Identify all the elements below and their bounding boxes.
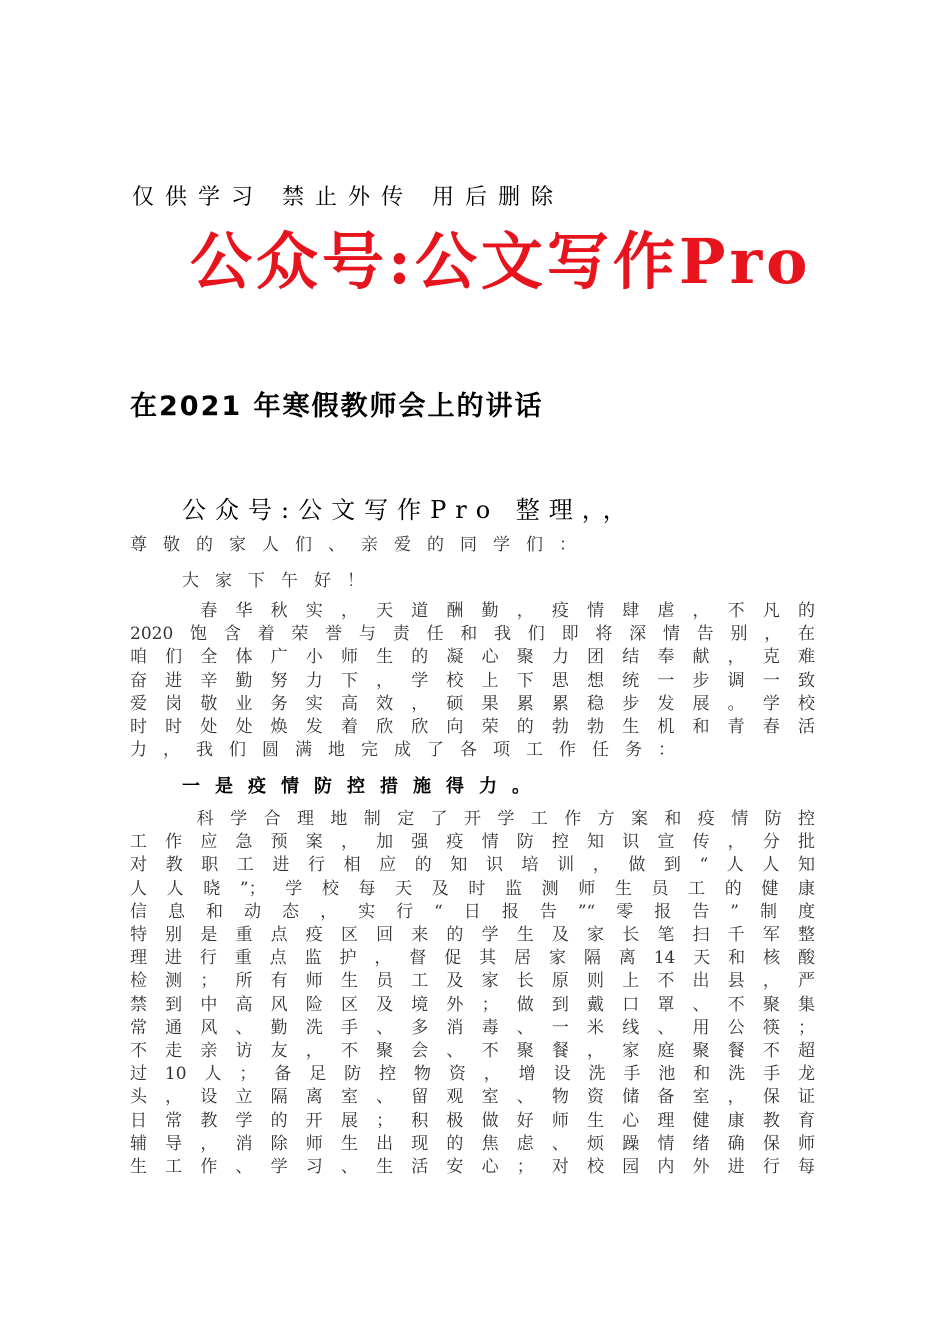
text-line: 过10人；备足防控物资，增设洗手池和洗手龙 — [130, 1064, 815, 1085]
text-line: 2020饱含着荣誉与责任和我们即将深情告别，在 — [130, 624, 815, 645]
text-line: 常通风、勤洗手、多消毒、一米线、用公筷； — [130, 1017, 815, 1038]
document-title: 在2021 年寒假教师会上的讲话 — [130, 391, 544, 422]
usage-notice — [132, 180, 582, 211]
text-line: 信息和动态，实行“日报告”“零报告”制度 — [130, 901, 815, 922]
paragraph-achievements — [130, 600, 815, 762]
text-line: 时时处处焕发着欣欣向荣的勃勃生机和青春活 — [130, 717, 815, 738]
text-line: 科学合理地制定了开学工作方案和疫情防控 — [130, 809, 815, 829]
text-line: 力，我们圆满地完成了各项工作任务： — [130, 740, 691, 761]
text-line: 辅导，消除师生出现的焦虑、烦躁情绪确保师 — [130, 1133, 815, 1154]
text-line: 头，设立隔离室、留观室、物资储备室，保证 — [130, 1087, 815, 1108]
brand-banner: 公众号:公文写作Pro — [190, 225, 812, 298]
text-line: 理进行重点监护，督促其居家隔离14天和核酸 — [130, 948, 815, 969]
text-line: 不走亲访友，不聚会、不聚餐，家庭聚餐不超 — [130, 1041, 815, 1062]
text-line: 检测；所有师生员工及家长原则上不出县，严 — [130, 971, 815, 992]
text-line: 人人晓”；学校每天及时监测师生员工的健康 — [130, 878, 815, 899]
text-line: 爱岗敬业务实高效，硕果累累稳步发展。学校 — [130, 693, 815, 714]
text-line: 咱们全体广小师生的凝心聚力团结奉献，克难 — [130, 647, 815, 668]
paragraph-epidemic-control — [130, 808, 815, 1179]
notice-study-only: 仅供学习 — [132, 185, 265, 210]
section-heading-epidemic: 一是疫情防控措施得力。 — [182, 776, 545, 797]
notice-no-distribution: 禁止外传 — [282, 185, 415, 210]
text-line: 生工作、学习、生活安心；对校园内外进行每 — [130, 1157, 815, 1178]
text-line: 春华秋实，天道酬勤，疫情肆虐，不凡的 — [130, 601, 815, 621]
salutation-line: 大家下午好！ — [182, 571, 380, 591]
text-line: 禁到中高风险区及境外；做到戴口罩、不聚集 — [130, 994, 815, 1015]
text-line: 特别是重点疫区回来的学生及家长笔扫千军整 — [130, 925, 815, 946]
text-line: 日常教学的开展；积极做好师生心理健康教育 — [130, 1110, 815, 1131]
text-line: 对教职工进行相应的知识培训，做到“人人知 — [130, 855, 815, 876]
text-line: 工作应急预案，加强疫情防控知识宣传，分批 — [130, 832, 815, 853]
source-line: 公众号:公文写作Pro 整理，， — [182, 496, 636, 524]
text-line: 奋进辛勤努力下，学校上下思想统一步调一致 — [130, 670, 815, 691]
notice-delete-after-use: 用后删除 — [432, 185, 565, 210]
greeting-line: 尊敬的家人们、亲爱的同学们： — [130, 535, 592, 555]
